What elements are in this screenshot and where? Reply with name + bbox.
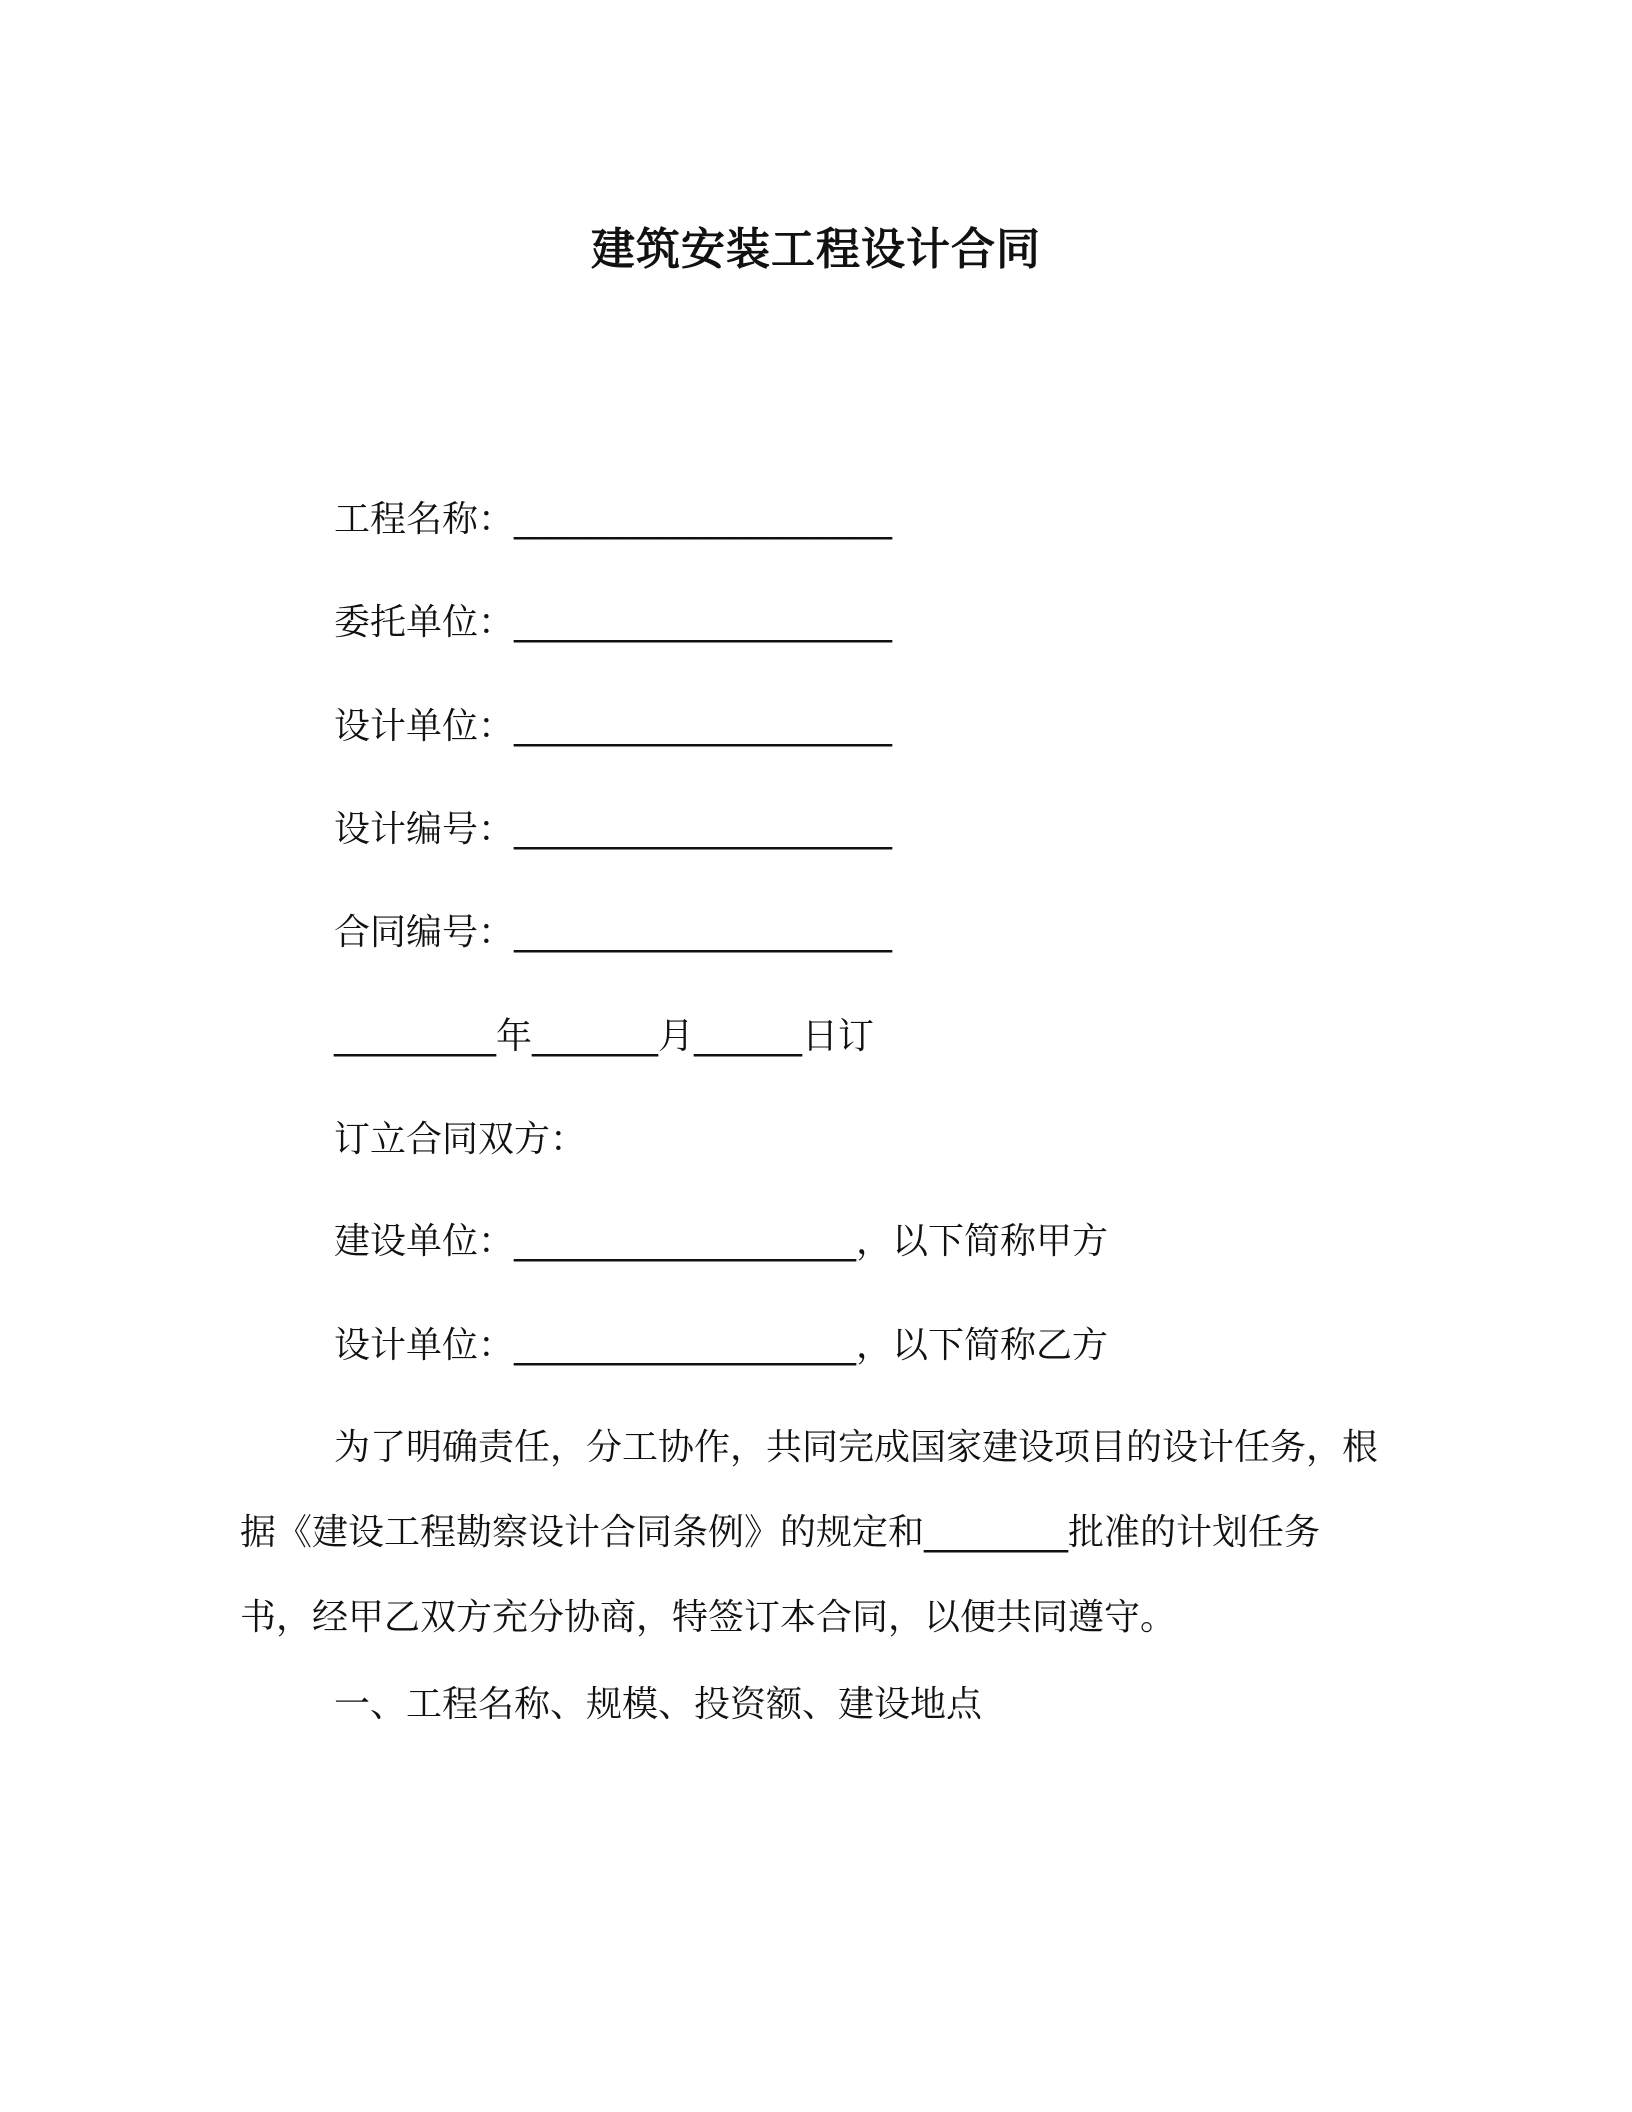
section-1-heading: 一、工程名称、规模、投资额、建设地点 — [334, 1684, 983, 1725]
document-title: 建筑安装工程设计合同 — [591, 224, 1041, 275]
field-client-unit: 委托单位：_____________________ — [334, 602, 893, 643]
field-project-name: 工程名称：_____________________ — [334, 499, 893, 540]
date-line: _________年_______月______日订 — [334, 1016, 874, 1057]
party-b-line: 设计单位：___________________，以下简称乙方 — [334, 1325, 1109, 1366]
field-design-unit: 设计单位：_____________________ — [334, 706, 893, 747]
field-design-number: 设计编号：_____________________ — [334, 809, 893, 850]
parties-heading: 订立合同双方： — [334, 1119, 587, 1160]
field-contract-number: 合同编号：_____________________ — [334, 912, 893, 953]
preamble-paragraph: 为了明确责任，分工协作，共同完成国家建设项目的设计任务，根据《建设工程勘察设计合同条例》的规定和________批准的计划任务书，经甲乙双方充分协商，特签订本合同，以便共同遵守。 — [240, 1427, 1379, 1638]
party-a-line: 建设单位：___________________，以下简称甲方 — [334, 1221, 1109, 1262]
